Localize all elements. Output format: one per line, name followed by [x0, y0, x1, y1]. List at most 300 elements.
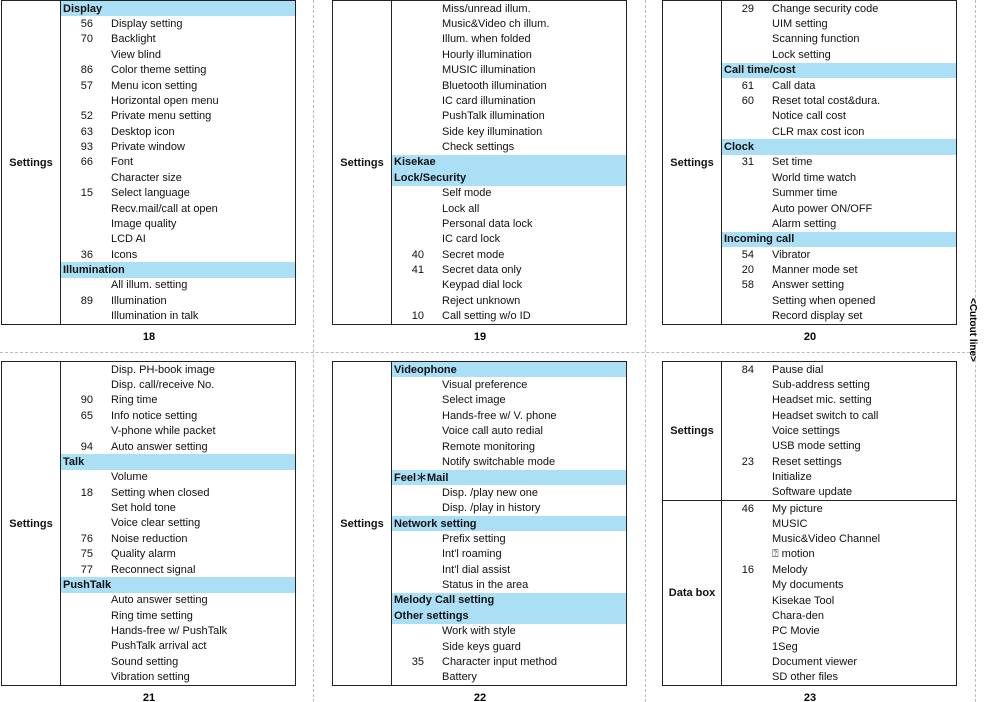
menu-item [392, 47, 626, 62]
menu-label: Color theme setting [111, 64, 207, 77]
menu-label: Desktop icon [111, 125, 175, 138]
menu-item [61, 16, 295, 31]
menu-label: Set time [772, 156, 813, 169]
category-column [333, 1, 392, 324]
menu-label: Visual preference [442, 379, 528, 392]
menu-item [392, 32, 626, 47]
menu-label: PushTalk arrival act [111, 640, 207, 653]
menu-item [392, 408, 626, 423]
menu-number: 70 [80, 33, 93, 46]
menu-label: Call setting w/o ID [442, 310, 531, 323]
menu-item [61, 654, 295, 669]
menu-item [392, 278, 626, 293]
menu-label: Record display set [772, 310, 863, 323]
menu-item [722, 639, 956, 654]
menu-item [722, 593, 956, 608]
menu-number: 65 [80, 409, 93, 422]
menu-label: SD other files [772, 671, 839, 684]
menu-label: Headset switch to call [772, 409, 879, 422]
menu-item [61, 362, 295, 377]
menu-item [61, 216, 295, 231]
menu-item [61, 439, 295, 454]
cutout-line-vertical [313, 0, 314, 702]
menu-item [392, 309, 626, 324]
section-header: Talk [61, 454, 295, 469]
menu-label: Voice clear setting [111, 517, 201, 530]
menu-label: Bluetooth illumination [442, 79, 547, 92]
menu-number: 61 [741, 79, 754, 92]
section-header: Feel＊Mail [392, 470, 626, 486]
menu-number: 90 [80, 394, 93, 407]
menu-label: Reject unknown [442, 294, 521, 307]
menu-item [392, 201, 626, 216]
section-header: Incoming call [722, 232, 956, 247]
menu-item [392, 393, 626, 408]
menu-label: Self mode [442, 187, 492, 200]
menu-label: Disp. call/receive No. [111, 379, 215, 392]
menu-item [61, 623, 295, 638]
menu-label: Personal data lock [442, 217, 533, 230]
menu-label: Private window [111, 141, 185, 154]
menu-item [392, 139, 626, 154]
menu-item [722, 247, 956, 262]
menu-item [61, 531, 295, 546]
menu-label: Int'l roaming [442, 548, 502, 561]
menu-label: Voice call auto redial [442, 425, 543, 438]
menu-item [61, 608, 295, 623]
menu-item [722, 562, 956, 577]
menu-label: Info notice setting [111, 409, 198, 422]
menu-item [722, 78, 956, 93]
page-number: 23 [803, 692, 817, 702]
menu-label: Setting when closed [111, 486, 210, 499]
menu-item [61, 408, 295, 423]
menu-label: Disp. /play in history [442, 502, 541, 515]
menu-label: Lock setting [772, 48, 831, 61]
menu-label: Font [111, 156, 134, 169]
menu-item [392, 186, 626, 201]
menu-label: Keypad dial lock [442, 279, 523, 292]
menu-table-page-18 [1, 0, 296, 325]
menu-label: CLR max cost icon [772, 125, 865, 138]
menu-label: Backlight [111, 33, 156, 46]
menu-label: V-phone while packet [111, 425, 216, 438]
menu-item [392, 124, 626, 139]
menu-item [61, 309, 295, 324]
menu-label: 1Seg [772, 640, 798, 653]
menu-label: Check settings [442, 141, 515, 154]
menu-item [722, 186, 956, 201]
menu-label: UIM setting [772, 18, 828, 31]
menu-item [392, 262, 626, 277]
menu-item [61, 393, 295, 408]
menu-label: Sub-address setting [772, 378, 870, 391]
menu-item [61, 278, 295, 293]
menu-label: ⍰ motion [772, 548, 815, 561]
menu-item [392, 424, 626, 439]
menu-number: 76 [80, 532, 93, 545]
menu-label: Hands-free w/ PushTalk [111, 625, 228, 638]
menu-label: Illumination in talk [111, 310, 199, 323]
menu-label: Change security code [772, 2, 879, 15]
menu-label: Chara-den [772, 609, 824, 622]
section-header: PushTalk [61, 577, 295, 592]
menu-item [722, 532, 956, 547]
menu-item [392, 109, 626, 124]
category-column [663, 1, 722, 324]
category-label: Settings [340, 517, 384, 530]
menu-label: Status in the area [442, 579, 529, 592]
menu-number: 75 [80, 548, 93, 561]
menu-item [722, 155, 956, 170]
category-column [2, 1, 61, 324]
menu-table-page-21 [1, 361, 296, 686]
section-header: Lock/Security [392, 170, 626, 185]
menu-item [722, 32, 956, 47]
menu-label: Auto answer setting [111, 440, 208, 453]
menu-label: Side keys guard [442, 640, 521, 653]
menu-item [61, 170, 295, 185]
menu-number: 63 [80, 125, 93, 138]
menu-number: 93 [80, 141, 93, 154]
menu-label: Recv.mail/call at open [111, 202, 218, 215]
menu-number: 20 [741, 264, 754, 277]
menu-item [392, 670, 626, 685]
menu-item [722, 408, 956, 423]
menu-label: Character input method [442, 655, 557, 668]
menu-number: 77 [80, 563, 93, 576]
menu-label: Set hold tone [111, 502, 176, 515]
menu-item [392, 293, 626, 308]
category-column [2, 362, 61, 685]
menu-label: Hourly illumination [442, 48, 532, 61]
menu-label: USB mode setting [772, 440, 861, 453]
menu-label: Image quality [111, 217, 177, 230]
menu-item [61, 63, 295, 78]
menu-label: Noise reduction [111, 532, 188, 545]
cutout-line-label: <Cutout line> [967, 298, 978, 362]
menu-label: Notice call cost [772, 110, 846, 123]
category-label: Data box [663, 500, 721, 685]
menu-number: 36 [80, 248, 93, 261]
menu-number: 89 [80, 294, 93, 307]
menu-label: View blind [111, 48, 161, 61]
menu-item [392, 531, 626, 546]
section-header: Call time/cost [722, 63, 956, 78]
menu-label: Secret mode [442, 248, 505, 261]
menu-label: Menu icon setting [111, 79, 198, 92]
menu-item [392, 654, 626, 669]
section-header: Illumination [61, 262, 295, 277]
menu-label: Select language [111, 187, 190, 200]
menu-number: 94 [80, 440, 93, 453]
menu-item [722, 1, 956, 16]
menu-label: Vibration setting [111, 671, 190, 684]
menu-label: Quality alarm [111, 548, 176, 561]
menu-item [722, 578, 956, 593]
menu-label: Call data [772, 79, 816, 92]
menu-item [392, 562, 626, 577]
menu-label: Pause dial [772, 363, 824, 376]
menu-number: 35 [411, 655, 424, 668]
menu-item [61, 186, 295, 201]
menu-item [722, 293, 956, 308]
menu-label: My picture [772, 502, 823, 515]
menu-label: Volume [111, 471, 148, 484]
menu-number: 10 [411, 310, 424, 323]
menu-label: Illumination [111, 294, 167, 307]
menu-item [722, 201, 956, 216]
menu-item [722, 485, 956, 500]
menu-item [722, 608, 956, 623]
menu-number: 86 [80, 64, 93, 77]
menu-item [392, 454, 626, 469]
menu-table-page-20 [662, 0, 957, 325]
menu-item [722, 454, 956, 469]
menu-label: Auto answer setting [111, 594, 208, 607]
menu-label: All illum. setting [111, 279, 188, 292]
category-column [333, 362, 392, 685]
menu-label: Remote monitoring [442, 440, 535, 453]
menu-label: PushTalk illumination [442, 110, 545, 123]
menu-number: 58 [741, 279, 754, 292]
category-label: Settings [670, 156, 714, 169]
menu-item [61, 639, 295, 654]
menu-item [392, 247, 626, 262]
menu-item [722, 16, 956, 31]
menu-number: 52 [80, 110, 93, 123]
menu-label: Character size [111, 171, 182, 184]
menu-label: Side key illumination [442, 125, 543, 138]
menu-label: Music&Video ch illum. [442, 18, 550, 31]
menu-item [722, 624, 956, 639]
menu-item [392, 377, 626, 392]
menu-item [392, 1, 626, 16]
menu-item [61, 247, 295, 262]
menu-label: Music&Video Channel [772, 533, 881, 546]
menu-item [61, 516, 295, 531]
menu-item [722, 47, 956, 62]
menu-item [61, 155, 295, 170]
menu-number: 16 [741, 563, 754, 576]
menu-label: Reset total cost&dura. [772, 94, 881, 107]
menu-item [722, 362, 956, 377]
menu-item [722, 93, 956, 108]
menu-label: Vibrator [772, 248, 811, 261]
menu-item [722, 393, 956, 408]
menu-item [722, 547, 956, 562]
menu-table-page-19 [332, 0, 627, 325]
menu-item [722, 262, 956, 277]
menu-label: Answer setting [772, 279, 845, 292]
menu-item [61, 124, 295, 139]
menu-label: World time watch [772, 171, 857, 184]
menu-label: Melody [772, 563, 808, 576]
section-header: Videophone [392, 362, 626, 377]
menu-label: Voice settings [772, 424, 840, 437]
menu-number: 60 [741, 94, 754, 107]
menu-label: Ring time setting [111, 609, 193, 622]
page-number: 19 [473, 331, 487, 343]
menu-number: 54 [741, 248, 754, 261]
menu-label: Secret data only [442, 264, 522, 277]
menu-label: IC card lock [442, 233, 501, 246]
menu-number: 84 [741, 363, 754, 376]
menu-item [61, 377, 295, 392]
menu-item [61, 78, 295, 93]
menu-number: 23 [741, 455, 754, 468]
menu-label: My documents [772, 579, 844, 592]
menu-item [61, 109, 295, 124]
menu-label: Scanning function [772, 33, 860, 46]
menu-label: Work with style [442, 625, 516, 638]
menu-number: 46 [741, 502, 754, 515]
menu-label: Lock all [442, 202, 480, 215]
menu-label: Horizontal open menu [111, 94, 219, 107]
menu-item [61, 593, 295, 608]
menu-item [392, 93, 626, 108]
menu-item [392, 639, 626, 654]
menu-item [61, 201, 295, 216]
section-header: Display [61, 1, 295, 16]
category-label: Settings [9, 517, 53, 530]
menu-table-page-23 [662, 361, 957, 686]
menu-label: PC Movie [772, 625, 820, 638]
menu-number: 29 [741, 2, 754, 15]
menu-label: Select image [442, 394, 506, 407]
menu-label: Int'l dial assist [442, 563, 511, 576]
menu-item [61, 562, 295, 577]
menu-label: Miss/unread illum. [442, 2, 531, 15]
menu-item [61, 232, 295, 247]
menu-item [392, 16, 626, 31]
menu-item [61, 500, 295, 515]
menu-label: Notify switchable mode [442, 455, 556, 468]
menu-item [722, 516, 956, 531]
menu-label: Prefix setting [442, 532, 506, 545]
menu-label: Sound setting [111, 655, 179, 668]
menu-item [722, 309, 956, 324]
menu-label: IC card illumination [442, 94, 536, 107]
menu-label: Manner mode set [772, 264, 858, 277]
menu-item [392, 439, 626, 454]
menu-label: Illum. when folded [442, 33, 531, 46]
section-header: Melody Call setting [392, 593, 626, 608]
menu-item [392, 501, 626, 516]
cutout-line-horizontal [0, 352, 975, 353]
menu-label: Icons [111, 248, 138, 261]
menu-number: 31 [741, 156, 754, 169]
menu-number: 15 [80, 187, 93, 200]
menu-item [722, 216, 956, 231]
menu-label: Kisekae Tool [772, 594, 835, 607]
menu-item [392, 577, 626, 592]
menu-item [61, 424, 295, 439]
menu-label: MUSIC [772, 517, 808, 530]
menu-item [61, 670, 295, 685]
menu-item [61, 293, 295, 308]
menu-label: Document viewer [772, 655, 857, 668]
menu-item [61, 93, 295, 108]
menu-label: Summer time [772, 187, 838, 200]
menu-item [392, 485, 626, 500]
menu-item [61, 139, 295, 154]
menu-label: Initialize [772, 470, 812, 483]
menu-number: 41 [411, 264, 424, 277]
menu-number: 56 [80, 18, 93, 31]
menu-number: 18 [80, 486, 93, 499]
menu-label: Disp. /play new one [442, 486, 538, 499]
menu-item [722, 654, 956, 669]
page-number: 20 [803, 331, 817, 343]
menu-item [392, 216, 626, 231]
menu-label: Display setting [111, 18, 183, 31]
section-header: Network setting [392, 516, 626, 531]
menu-label: Setting when opened [772, 294, 876, 307]
menu-number: 66 [80, 156, 93, 169]
menu-item [722, 278, 956, 293]
menu-item [61, 547, 295, 562]
menu-item [722, 469, 956, 484]
menu-item [61, 485, 295, 500]
menu-number: 40 [411, 248, 424, 261]
menu-item [722, 500, 956, 516]
category-label: Settings [9, 156, 53, 169]
cutout-line-vertical [645, 0, 646, 702]
category-label: Settings [670, 425, 714, 438]
menu-item [722, 423, 956, 438]
menu-label: Software update [772, 486, 853, 499]
menu-label: Battery [442, 671, 477, 684]
menu-item [392, 232, 626, 247]
menu-label: MUSIC illumination [442, 64, 536, 77]
menu-item [392, 624, 626, 639]
menu-label: Reset settings [772, 455, 842, 468]
menu-item [722, 170, 956, 185]
menu-label: Alarm setting [772, 217, 837, 230]
menu-item [722, 439, 956, 454]
page-number: 18 [142, 331, 156, 343]
menu-label: Hands-free w/ V. phone [442, 409, 557, 422]
menu-item [722, 377, 956, 392]
menu-label: Headset mic. setting [772, 394, 872, 407]
page-number: 22 [473, 692, 487, 702]
menu-item [722, 670, 956, 685]
menu-item [61, 47, 295, 62]
menu-label: LCD AI [111, 233, 146, 246]
menu-label: Reconnect signal [111, 563, 196, 576]
menu-item [61, 470, 295, 485]
page-number: 21 [142, 692, 156, 702]
category-label: Settings [340, 156, 384, 169]
menu-label: Auto power ON/OFF [772, 202, 873, 215]
section-header: Other settings [392, 608, 626, 623]
menu-item [722, 109, 956, 124]
menu-label: Private menu setting [111, 110, 212, 123]
menu-item [61, 32, 295, 47]
menu-item [722, 124, 956, 139]
menu-number: 57 [80, 79, 93, 92]
menu-item [392, 547, 626, 562]
category-column [663, 362, 722, 685]
section-header: Kisekae [392, 155, 626, 170]
menu-table-page-22 [332, 361, 627, 686]
menu-item [392, 78, 626, 93]
menu-item [392, 63, 626, 78]
menu-label: Ring time [111, 394, 158, 407]
section-header: Clock [722, 139, 956, 154]
menu-label: Disp. PH-book image [111, 363, 215, 376]
